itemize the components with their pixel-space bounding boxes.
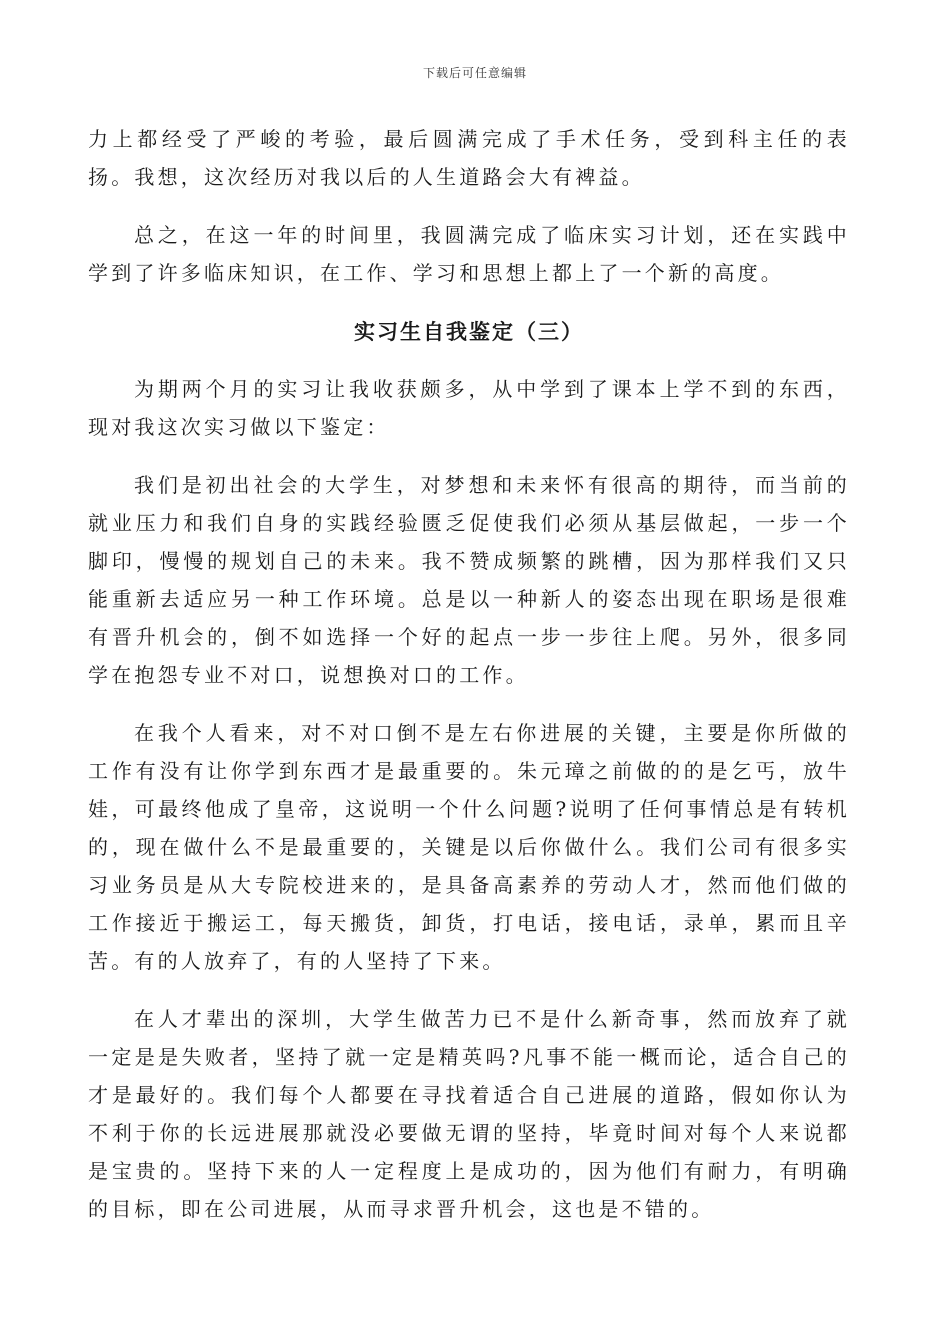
document-body xyxy=(88,120,850,1248)
paragraph-body-3: 在人才辈出的深圳，大学生做苦力已不是什么新奇事，然而放弃了就一定是是失败者，坚持了就一定是精英吗?凡事不能一概而论，适合自己的才是最好的。我们每个人都要在寻找着适合自己进展的道路，假如你认为不利于你的长远进展那就没必要做无谓的坚持，毕竟时间对每个人来说都是宝贵的。坚持下来的人一定程度上是成功的，因为他们有耐力，有明确的目标，即在公司进展，从而寻求晋升机会，这也是不错的。 xyxy=(88,1007,850,1221)
section-title: 实习生自我鉴定（三） xyxy=(354,319,584,344)
paragraph-continuation: 力上都经受了严峻的考验，最后圆满完成了手术任务，受到科主任的表扬。我想，这次经历对我以后的人生道路会大有裨益。 xyxy=(88,127,850,189)
paragraph-body-1: 我们是初出社会的大学生，对梦想和未来怀有很高的期待，而当前的就业压力和我们自身的实践经验匮乏促使我们必须从基层做起，一步一个脚印，慢慢的规划自己的未来。我不赞成频繁的跳槽，因为那样我们又只能重新去适应另一种工作环境。总是以一种新人的姿态出现在职场是很难有晋升机会的，倒不如选择一个好的起点一步一步往上爬。另外，很多同学在抱怨专业不对口，说想换对口的工作。 xyxy=(88,473,850,687)
paragraph-summary: 总之，在这一年的时间里，我圆满完成了临床实习计划，还在实践中学到了许多临床知识，在工作、学习和思想上都上了一个新的高度。 xyxy=(88,223,850,285)
paragraph-intro: 为期两个月的实习让我收获颇多，从中学到了课本上学不到的东西，现对我这次实习做以下鉴定： xyxy=(88,377,850,439)
paragraph-body-2: 在我个人看来，对不对口倒不是左右你进展的关键，主要是你所做的工作有没有让你学到东西才是最重要的。朱元璋之前做的的是乞丐，放牛娃，可最终他成了皇帝，这说明一个什么问题?说明了任何事情总是有转机的，现在做什么不是最重要的，关键是以后你做什么。我们公司有很多实习业务员是从大专院校进来的，是具备高素养的劳动人才，然而他们做的工作接近于搬运工，每天搬货，卸货，打电话，接电话，录单，累而且辛苦。有的人放弃了，有的人坚持了下来。 xyxy=(88,721,850,973)
page-header: 下载后可任意编辑 xyxy=(422,66,527,80)
